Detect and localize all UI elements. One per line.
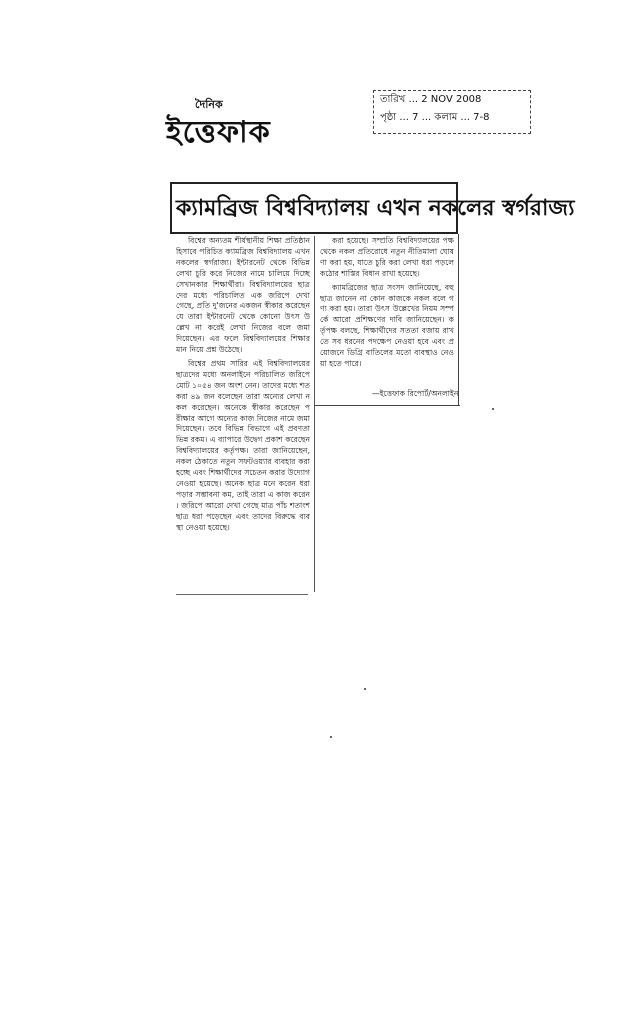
clip-edge-bottom (314, 405, 460, 406)
article-paragraph: ক্যামব্রিজের ছাত্র সংসদ জানিয়েছে, বহু ছাত্র জানেন না কোন কাজকে নকল বলে গণ্য করা হয়। তারা উৎস উল্লেখের নিয়ম সম্পর্কে আরো প্রশিক্ষণের দাবি জানিয়েছেন। কর্তৃপক্ষ বলছে, শিক্ষার্থীদের সততা বজায় রাখতে সব ধরনের পদক্ষেপ নেওয়া হবে এবং প্রয়োজনে ডিগ্রি বাতিলের মতো ব্যবস্থাও নেওয়া হতে পারে। (320, 282, 454, 368)
article-paragraph: বিশ্বের অন্যতম শীর্ষস্থানীয় শিক্ষা প্রতিষ্ঠান হিসাবে পরিচিত ক্যামব্রিজ বিশ্ববিদ্যালয় এখন নকলের স্বর্গরাজ্য। ইন্টারনেট থেকে বিভিন্ন লেখা চুরি করে নিজের নামে চালিয়ে দিচ্ছে সেখানকার শিক্ষার্থীরা। বিশ্ববিদ্যালয়ের ছাত্রদের মধ্যে পরিচালিত এক জরিপে দেখা গেছে, প্রতি দু'জনের একজন স্বীকার করেছেন যে তারা ইন্টারনেট থেকে কোনো উৎস উল্লেখ না করেই লেখা নিজের বলে জমা দিয়েছেন। এর ফলে বিশ্ববিদ্যালয়ের শিক্ষার মান নিয়ে প্রশ্ন উঠেছে। (176, 236, 310, 355)
article-column-2 (320, 236, 454, 404)
clip-edge-foot (176, 594, 308, 595)
article-paragraph: করা হয়েছে। সম্প্রতি বিশ্ববিদ্যালয়ের পক্ষ থেকে নকল প্রতিরোধে নতুন নীতিমালা ঘোষণা করা হয়, যাতে চুরি করা লেখা ধরা পড়লে কঠোর শাস্তির বিধান রাখা হয়েছে। (320, 236, 454, 278)
scan-speck (330, 736, 332, 738)
clip-edge-right (458, 234, 459, 406)
stamp-page: পৃষ্ঠা ... 7 ... কলাম ... 7-8 (380, 112, 490, 123)
masthead-daily-label: দৈনিক (195, 98, 223, 111)
stamp-date: তারিখ ... 2 NOV 2008 (380, 94, 482, 105)
article-headline: ক্যামব্রিজ বিশ্ববিদ্যালয় এখন নকলের স্বর্গরাজ্য (176, 195, 575, 221)
clipping-stamp (373, 90, 531, 134)
column-divider (314, 236, 315, 592)
article-credit: —ইত্তেফাক রিপোর্ট/অনলাইন (372, 389, 459, 398)
article-column-1 (176, 236, 310, 588)
article-paragraph: বিশ্বের প্রথম সারির এই বিশ্ববিদ্যালয়ের ছাত্রদের মধ্যে অনলাইনে পরিচালিত জরিপে মোট ১০৫৪ জন অংশ নেন। তাদের মধ্যে শতকরা ৪৯ জন বলেছেন তারা অন্যের লেখা নকল করেছেন। অনেকে স্বীকার করেছেন পরীক্ষার আগে অন্যের কাজ নিজের নামে জমা দিয়েছেন। তবে বিভিন্ন বিভাগে এই প্রবণতা ভিন্ন রকম। এ ব্যাপারে উদ্বেগ প্রকাশ করেছেন বিশ্ববিদ্যালয়ের কর্তৃপক্ষ। তারা জানিয়েছেন, নকল ঠেকাতে নতুন সফটওয়্যার ব্যবহার করা হচ্ছে এবং শিক্ষার্থীদের সচেতন করার উদ্যোগ নেওয়া হয়েছে। অনেক ছাত্র মনে করেন ধরা পড়ার সম্ভাবনা কম, তাই তারা এ কাজ করেন। জরিপে আরো দেখা গেছে মাত্র পাঁচ শতাংশ ছাত্র ধরা পড়েছেন এবং তাদের বিরুদ্ধে ব্যবস্থা নেওয়া হয়েছে। (176, 358, 310, 532)
scan-speck (364, 688, 366, 690)
scan-speck (492, 408, 494, 410)
newspaper-masthead: ইত্তেফাক (166, 115, 271, 150)
